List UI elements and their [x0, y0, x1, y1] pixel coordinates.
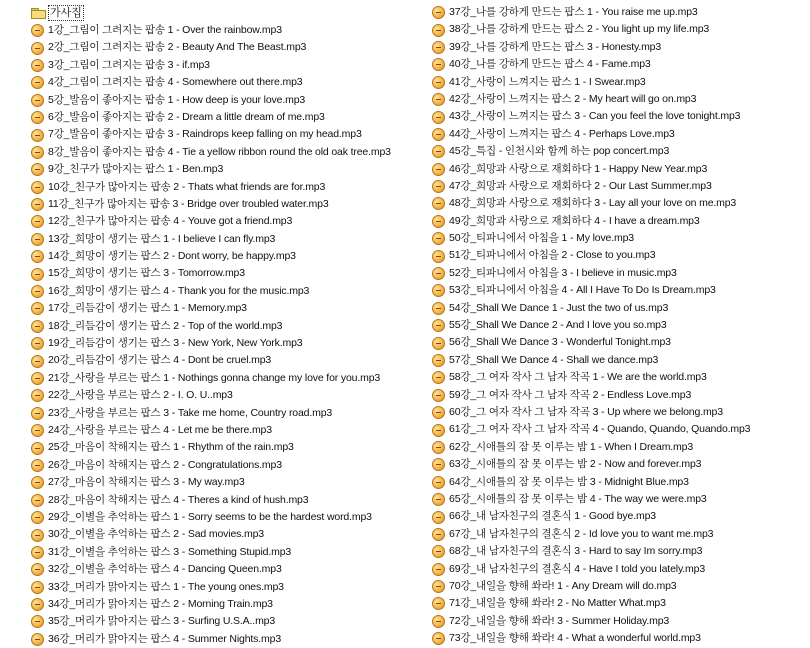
file-item[interactable]: [31, 457, 423, 474]
file-item[interactable]: [432, 91, 808, 108]
file-item[interactable]: [31, 405, 423, 422]
mp3-file-icon: [31, 372, 44, 385]
file-name: 65강_시애틀의 잠 못 이루는 밤 4 - The way we were.mp3: [449, 492, 707, 505]
file-name: 58강_그 여자 작사 그 남자 작곡 1 - We are the world.mp3: [449, 371, 707, 384]
file-item[interactable]: [432, 578, 808, 595]
file-name: 66강_내 남자친구의 결혼식 1 - Good bye.mp3: [449, 510, 656, 523]
file-name: 64강_시애틀의 잠 못 이루는 밤 3 - Midnight Blue.mp3: [449, 475, 689, 488]
file-item[interactable]: [432, 421, 808, 438]
file-item[interactable]: [432, 474, 808, 491]
file-item[interactable]: [31, 561, 423, 578]
mp3-file-icon: [31, 424, 44, 437]
file-name: 11강_친구가 많아지는 팝송 3 - Bridge over troubled water.mp3: [48, 197, 329, 210]
file-name: 54강_Shall We Dance 1 - Just the two of us.mp3: [449, 301, 669, 314]
mp3-file-icon: [31, 546, 44, 559]
mp3-file-icon: [31, 42, 44, 55]
file-item[interactable]: [31, 596, 423, 613]
file-name: 44강_사랑이 느껴지는 팝스 4 - Perhaps Love.mp3: [449, 127, 675, 140]
file-item[interactable]: [432, 352, 808, 369]
file-name: 42강_사랑이 느껴지는 팝스 2 - My heart will go on.mp3: [449, 92, 697, 105]
mp3-file-icon: [31, 598, 44, 611]
file-name: 49강_희망과 사랑으로 재회하다 4 - I have a dream.mp3: [449, 214, 700, 227]
file-name: 31강_이별을 추억하는 팝스 3 - Something Stupid.mp3: [48, 545, 292, 558]
file-item[interactable]: [31, 579, 423, 596]
file-name: 71강_내일을 향해 쏴라! 2 - No Matter What.mp3: [449, 597, 666, 610]
folder-item[interactable]: [31, 4, 423, 22]
file-item[interactable]: [432, 300, 808, 317]
file-item[interactable]: [432, 369, 808, 386]
mp3-file-icon: [31, 459, 44, 472]
mp3-file-icon: [432, 580, 445, 593]
mp3-file-icon: [31, 24, 44, 37]
file-name: 51강_티파니에서 아침을 2 - Close to you.mp3: [449, 249, 656, 262]
file-name: 20강_리듬감이 생기는 팝스 4 - Dont be cruel.mp3: [48, 354, 272, 367]
mp3-file-icon: [432, 563, 445, 576]
file-item[interactable]: [432, 247, 808, 264]
file-item[interactable]: [31, 474, 423, 491]
mp3-file-icon: [432, 441, 445, 454]
mp3-file-icon: [31, 355, 44, 368]
file-item[interactable]: [31, 526, 423, 543]
file-item[interactable]: [31, 179, 423, 196]
file-name: 4강_그림이 그려지는 팝송 4 - Somewhere out there.mp3: [48, 76, 303, 89]
file-item[interactable]: [31, 613, 423, 630]
mp3-file-icon: [432, 197, 445, 210]
file-name: 59강_그 여자 작사 그 남자 작곡 2 - Endless Love.mp3: [449, 388, 692, 401]
file-name: 63강_시애틀의 잠 못 이루는 밤 2 - Now and forever.mp3: [449, 458, 702, 471]
file-name: 52강_티파니에서 아침을 3 - I believe in music.mp3: [449, 266, 677, 279]
file-item[interactable]: [432, 404, 808, 421]
file-name: 17강_리듬감이 생기는 팝스 1 - Memory.mp3: [48, 302, 247, 315]
file-name: 53강_티파니에서 아침을 4 - All I Have To Do Is Dream.mp3: [449, 284, 716, 297]
mp3-file-icon: [432, 389, 445, 402]
file-name: 68강_내 남자친구의 결혼식 3 - Hard to say Im sorry.mp3: [449, 545, 703, 558]
file-item[interactable]: [31, 631, 423, 648]
file-item[interactable]: [31, 74, 423, 91]
file-item[interactable]: [432, 526, 808, 543]
file-item[interactable]: [31, 283, 423, 300]
file-name: 26강_마음이 착해지는 팝스 2 - Congratulations.mp3: [48, 458, 282, 471]
mp3-file-icon: [432, 615, 445, 628]
file-name: 37강_나를 강하게 만드는 팝스 1 - You raise me up.mp3: [449, 6, 698, 18]
file-item[interactable]: [432, 491, 808, 508]
file-item[interactable]: [432, 213, 808, 230]
file-item[interactable]: [31, 370, 423, 387]
file-item[interactable]: [31, 300, 423, 317]
file-name: 25강_마음이 착해지는 팝스 1 - Rhythm of the rain.mp3: [48, 441, 294, 454]
mp3-file-icon: [432, 511, 445, 524]
mp3-file-icon: [31, 233, 44, 246]
file-name: 13강_희망이 생기는 팝스 1 - I believe I can fly.mp3: [48, 232, 276, 245]
mp3-file-icon: [31, 476, 44, 489]
mp3-file-icon: [432, 632, 445, 645]
file-item[interactable]: [31, 231, 423, 248]
file-name: 61강_그 여자 작사 그 남자 작곡 4 - Quando, Quando, Quando.mp3: [449, 423, 751, 436]
left-file-list: [31, 22, 423, 648]
mp3-file-icon: [432, 528, 445, 541]
file-name: 40강_나를 강하게 만드는 팝스 4 - Fame.mp3: [449, 58, 651, 71]
mp3-file-icon: [432, 58, 445, 71]
file-item[interactable]: [432, 439, 808, 456]
mp3-file-icon: [31, 268, 44, 281]
file-name: 9강_친구가 많아지는 팝스 1 - Ben.mp3: [48, 163, 224, 176]
mp3-file-icon: [31, 633, 44, 646]
mp3-file-icon: [432, 458, 445, 471]
file-item[interactable]: [31, 544, 423, 561]
file-item[interactable]: [432, 630, 808, 647]
file-name: 15강_희망이 생기는 팝스 3 - Tomorrow.mp3: [48, 267, 245, 280]
mp3-file-icon: [432, 284, 445, 297]
file-name: 3강_그림이 그려지는 팝송 3 - if.mp3: [48, 58, 210, 71]
mp3-file-icon: [432, 41, 445, 54]
mp3-file-icon: [31, 563, 44, 576]
mp3-file-icon: [31, 302, 44, 315]
mp3-file-icon: [432, 371, 445, 384]
mp3-file-icon: [432, 476, 445, 489]
file-name: 70강_내일을 향해 쏴라! 1 - Any Dream will do.mp3: [449, 579, 677, 592]
file-list-left-column: [31, 4, 423, 648]
file-name: 72강_내일을 향해 쏴라! 3 - Summer Holiday.mp3: [449, 614, 670, 627]
file-name: 48강_희망과 사랑으로 재회하다 3 - Lay all your love on me.mp3: [449, 197, 737, 210]
file-item[interactable]: [432, 39, 808, 56]
file-name: 29강_이별을 추억하는 팝스 1 - Sorry seems to be the hardest word.mp3: [48, 510, 372, 523]
file-item[interactable]: [31, 265, 423, 282]
mp3-file-icon: [31, 163, 44, 176]
mp3-file-icon: [432, 267, 445, 280]
mp3-file-icon: [31, 94, 44, 107]
mp3-file-icon: [432, 24, 445, 37]
mp3-file-icon: [432, 232, 445, 245]
mp3-file-icon: [432, 250, 445, 263]
mp3-file-icon: [432, 128, 445, 141]
mp3-file-icon: [432, 76, 445, 89]
file-name: 50강_티파니에서 아침을 1 - My love.mp3: [449, 232, 634, 245]
mp3-file-icon: [31, 198, 44, 211]
file-item[interactable]: [432, 282, 808, 299]
mp3-file-icon: [432, 6, 445, 19]
mp3-file-icon: [31, 581, 44, 594]
file-name: 35강_머리가 맑아지는 팝스 3 - Surfing U.S.A..mp3: [48, 615, 276, 628]
mp3-file-icon: [432, 93, 445, 106]
folder-icon: [31, 8, 46, 19]
mp3-file-icon: [432, 493, 445, 506]
file-item[interactable]: [432, 178, 808, 195]
file-item[interactable]: [432, 265, 808, 282]
mp3-file-icon: [31, 494, 44, 507]
file-item[interactable]: [31, 492, 423, 509]
file-name: 46강_희망과 사랑으로 재회하다 1 - Happy New Year.mp3: [449, 162, 708, 175]
mp3-file-icon: [31, 59, 44, 72]
file-name: 28강_마음이 착해지는 팝스 4 - Theres a kind of hush.mp3: [48, 493, 309, 506]
mp3-file-icon: [31, 407, 44, 420]
file-name: 2강_그림이 그려지는 팝송 2 - Beauty And The Beast.mp3: [48, 41, 307, 54]
folder-name: 가사집: [50, 7, 82, 19]
mp3-file-icon: [31, 320, 44, 333]
mp3-file-icon: [31, 529, 44, 542]
file-name: 62강_시애틀의 잠 못 이루는 밤 1 - When I Dream.mp3: [449, 440, 694, 453]
file-item[interactable]: [31, 248, 423, 265]
file-item[interactable]: [432, 543, 808, 560]
file-name: 10강_친구가 많아지는 팝송 2 - Thats what friends are for.mp3: [48, 180, 326, 193]
file-name: 24강_사랑을 부르는 팝스 4 - Let me be there.mp3: [48, 423, 272, 436]
mp3-file-icon: [432, 302, 445, 315]
mp3-file-icon: [31, 76, 44, 89]
mp3-file-icon: [31, 615, 44, 628]
mp3-file-icon: [432, 337, 445, 350]
file-item[interactable]: [432, 195, 808, 212]
mp3-file-icon: [31, 442, 44, 455]
mp3-file-icon: [31, 285, 44, 298]
file-item[interactable]: [31, 335, 423, 352]
mp3-file-icon: [31, 146, 44, 159]
file-name: 67강_내 남자친구의 결혼식 2 - Id love you to want me.mp3: [449, 527, 714, 540]
file-item[interactable]: [432, 508, 808, 525]
mp3-file-icon: [432, 354, 445, 367]
file-name: 38강_나를 강하게 만드는 팝스 2 - You light up my life.mp3: [449, 23, 710, 36]
file-item[interactable]: [432, 334, 808, 351]
file-name: 16강_희망이 생기는 팝스 4 - Thank you for the music.mp3: [48, 284, 310, 297]
mp3-file-icon: [432, 319, 445, 332]
file-name: 8강_발음이 좋아지는 팝송 4 - Tie a yellow ribbon round the old oak tree.mp3: [48, 145, 391, 158]
mp3-file-icon: [432, 406, 445, 419]
file-list-right-column: [432, 4, 808, 647]
mp3-file-icon: [432, 424, 445, 437]
file-item[interactable]: [31, 422, 423, 439]
file-item[interactable]: [31, 109, 423, 126]
file-name: 6강_발음이 좋아지는 팝송 2 - Dream a little dream of me.mp3: [48, 110, 325, 123]
file-name: 14강_희망이 생기는 팝스 2 - Dont worry, be happy.mp3: [48, 250, 296, 263]
mp3-file-icon: [432, 163, 445, 176]
file-item[interactable]: [432, 74, 808, 91]
mp3-file-icon: [31, 511, 44, 524]
file-name: 73강_내일을 향해 쏴라! 4 - What a wonderful world.mp3: [449, 632, 701, 645]
file-name: 60강_그 여자 작사 그 남자 작곡 3 - Up where we belong.mp3: [449, 405, 723, 418]
file-name: 36강_머리가 맑아지는 팝스 4 - Summer Nights.mp3: [48, 632, 282, 645]
file-name: 7강_발음이 좋아지는 팝송 3 - Raindrops keep falling on my head.mp3: [48, 128, 362, 141]
file-name: 55강_Shall We Dance 2 - And I love you so.mp3: [449, 319, 667, 332]
file-item[interactable]: [432, 108, 808, 125]
mp3-file-icon: [432, 180, 445, 193]
file-name: 30강_이별을 추억하는 팝스 2 - Sad movies.mp3: [48, 528, 264, 541]
file-name: 5강_발음이 좋아지는 팝송 1 - How deep is your love.mp3: [48, 93, 306, 106]
mp3-file-icon: [432, 597, 445, 610]
file-name: 34강_머리가 맑아지는 팝스 2 - Morning Train.mp3: [48, 597, 273, 610]
file-name: 12강_친구가 많아지는 팝송 4 - Youve got a friend.mp3: [48, 215, 293, 228]
file-name: 23강_사랑을 부르는 팝스 3 - Take me home, Country road.mp3: [48, 406, 333, 419]
file-item[interactable]: [432, 230, 808, 247]
file-item[interactable]: [31, 387, 423, 404]
file-item[interactable]: [432, 161, 808, 178]
file-name: 41강_사랑이 느껴지는 팝스 1 - I Swear.mp3: [449, 75, 646, 88]
file-item[interactable]: [432, 56, 808, 73]
file-name: 45강_특집 - 인천시와 함께 하는 pop concert.mp3: [449, 145, 670, 158]
file-name: 33강_머리가 맑아지는 팝스 1 - The young ones.mp3: [48, 580, 284, 593]
file-name: 27강_마음이 착해지는 팝스 3 - My way.mp3: [48, 476, 245, 489]
mp3-file-icon: [432, 215, 445, 228]
file-name: 69강_내 남자친구의 결혼식 4 - Have I told you lately.mp3: [449, 562, 706, 575]
file-item[interactable]: [31, 352, 423, 369]
file-item[interactable]: [31, 22, 423, 39]
file-item[interactable]: [31, 439, 423, 456]
file-item[interactable]: [31, 318, 423, 335]
file-item[interactable]: [432, 21, 808, 38]
file-name: 1강_그림이 그려지는 팝송 1 - Over the rainbow.mp3: [48, 24, 282, 36]
file-name: 47강_희망과 사랑으로 재회하다 2 - Our Last Summer.mp3: [449, 179, 712, 192]
mp3-file-icon: [31, 389, 44, 402]
file-item[interactable]: [31, 39, 423, 56]
file-item[interactable]: [432, 613, 808, 630]
file-item[interactable]: [432, 595, 808, 612]
mp3-file-icon: [31, 181, 44, 194]
mp3-file-icon: [432, 145, 445, 158]
file-name: 43강_사랑이 느껴지는 팝스 3 - Can you feel the love tonight.mp3: [449, 110, 741, 123]
file-name: 21강_사랑을 부르는 팝스 1 - Nothings gonna change my love for you.mp3: [48, 371, 381, 384]
file-item[interactable]: [31, 144, 423, 161]
file-item[interactable]: [432, 387, 808, 404]
file-item[interactable]: [31, 161, 423, 178]
file-name: 56강_Shall We Dance 3 - Wonderful Tonight.mp3: [449, 336, 671, 349]
mp3-file-icon: [31, 129, 44, 142]
file-item[interactable]: [432, 143, 808, 160]
file-item[interactable]: [31, 509, 423, 526]
file-item[interactable]: [31, 196, 423, 213]
mp3-file-icon: [31, 215, 44, 228]
file-item[interactable]: [31, 126, 423, 143]
mp3-file-icon: [31, 337, 44, 350]
mp3-file-icon: [31, 111, 44, 124]
file-name: 57강_Shall We Dance 4 - Shall we dance.mp3: [449, 353, 659, 366]
right-file-list: [432, 4, 808, 647]
mp3-file-icon: [432, 111, 445, 124]
file-item[interactable]: [432, 456, 808, 473]
file-name: 39강_나를 강하게 만드는 팝스 3 - Honesty.mp3: [449, 40, 662, 53]
file-item[interactable]: [31, 213, 423, 230]
file-item[interactable]: [31, 92, 423, 109]
file-item[interactable]: [432, 4, 808, 21]
file-item[interactable]: [432, 126, 808, 143]
file-item[interactable]: [432, 317, 808, 334]
mp3-file-icon: [31, 250, 44, 263]
file-name: 18강_리듬감이 생기는 팝스 2 - Top of the world.mp3: [48, 319, 283, 332]
file-name: 32강_이별을 추억하는 팝스 4 - Dancing Queen.mp3: [48, 563, 282, 576]
file-name: 19강_리듬감이 생기는 팝스 3 - New York, New York.mp3: [48, 337, 303, 350]
file-item[interactable]: [31, 57, 423, 74]
file-item[interactable]: [432, 561, 808, 578]
file-name: 22강_사랑을 부르는 팝스 2 - I. O. U..mp3: [48, 389, 233, 402]
mp3-file-icon: [432, 545, 445, 558]
